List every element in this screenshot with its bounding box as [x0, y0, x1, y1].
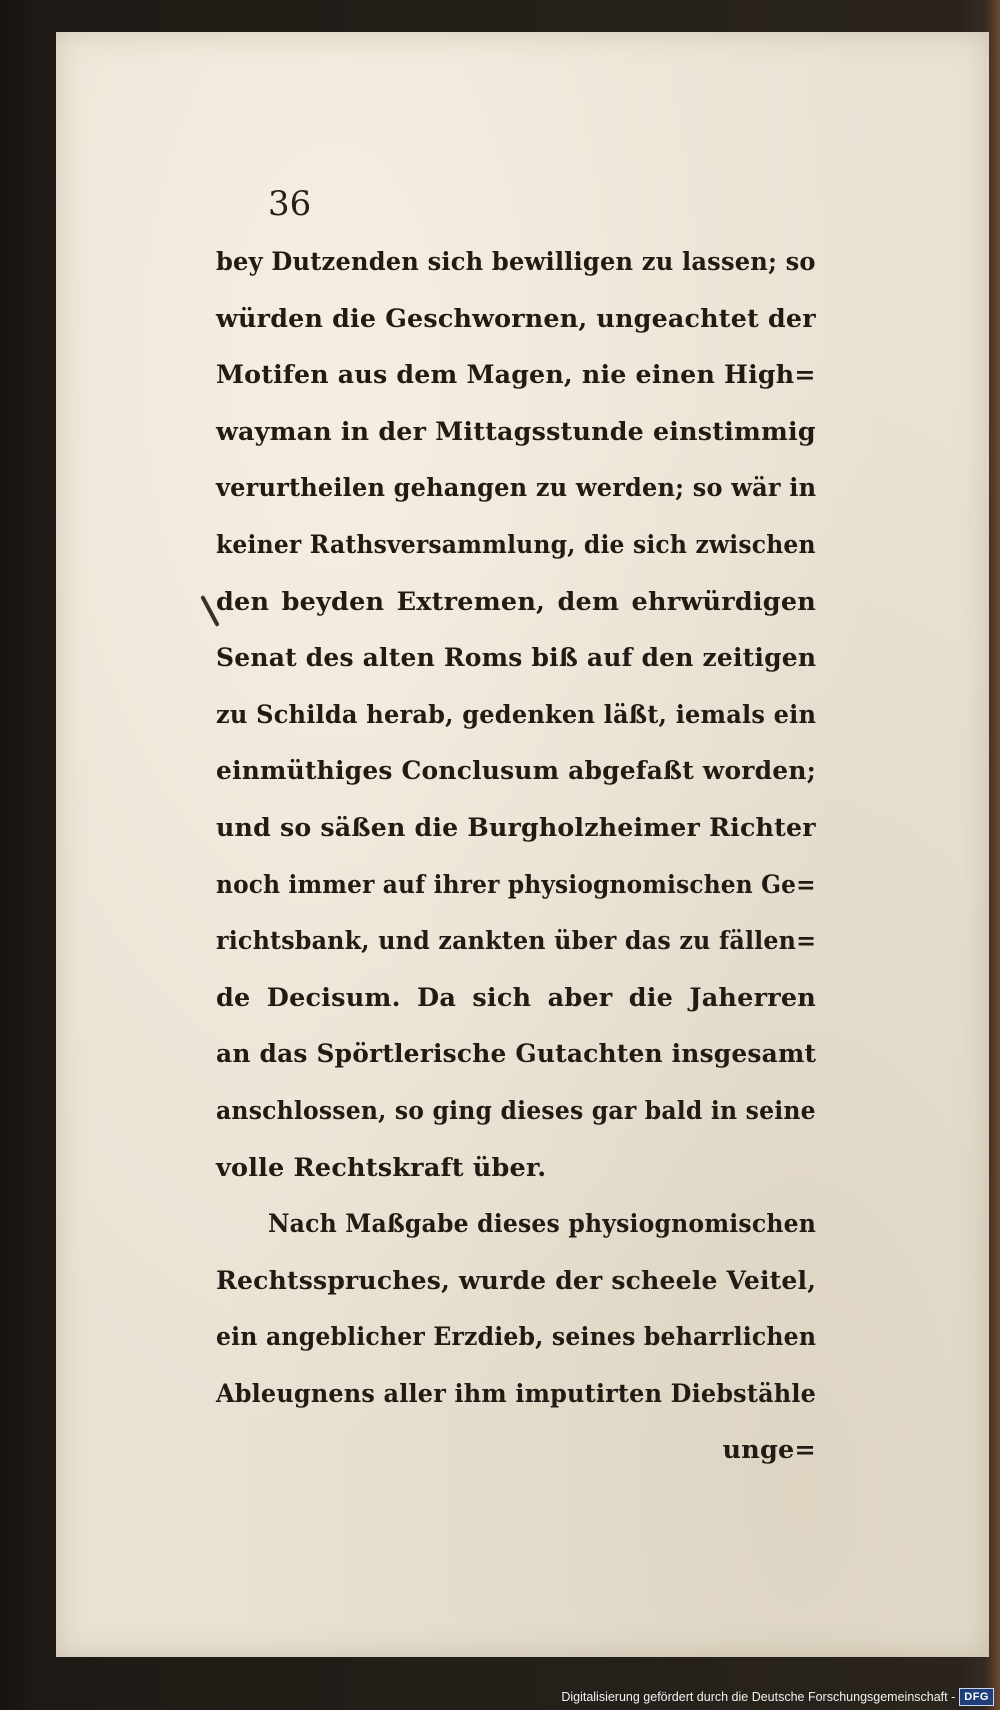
paragraph-2	[216, 1196, 816, 1422]
page-number: 36	[268, 184, 312, 224]
text-line: Motifen aus dem Magen, nie einen High=	[216, 360, 816, 391]
text-line: Nach Maßgabe dieses physiognomischen	[268, 1209, 817, 1240]
text-line: würden die Geschwornen, ungeachtet der	[216, 303, 816, 334]
paragraph-1	[216, 234, 816, 1196]
text-line: und so säßen die Burgholzheimer Richter	[216, 812, 816, 843]
text-line: an das Spörtlerische Gutachten insgesamt	[216, 1039, 817, 1070]
text-line: Rechtsspruches, wurde der scheele Veitel,	[216, 1265, 817, 1296]
text-line: Ableugnens aller ihm imputirten Diebstähle	[216, 1378, 817, 1409]
text-line: keiner Rathsversammlung, die sich zwischen	[216, 529, 816, 560]
text-line: wayman in der Mittagsstunde einstimmig	[216, 416, 816, 447]
text-line: bey Dutzenden sich bewilligen zu lassen; so	[216, 247, 816, 277]
text-line: anschlossen, so ging dieses gar bald in seine	[216, 1095, 816, 1126]
text-line: den beyden Extremen, dem ehrwürdigen	[216, 586, 816, 617]
text-line: richtsbank, und zankten über das zu fällen=	[216, 926, 817, 957]
text-line: Senat des alten Roms biß auf den zeitigen	[216, 643, 817, 674]
digitization-credit	[561, 1686, 994, 1708]
text-line: zu Schilda herab, gedenken läßt, iemals ein	[216, 699, 817, 730]
text-line: ein angeblicher Erzdieb, seines beharrlichen	[216, 1322, 817, 1353]
dfg-logo-icon: DFG	[959, 1688, 994, 1706]
text-line: noch immer auf ihrer physiognomischen Ge=	[216, 869, 816, 900]
text-line: de Decisum. Da sich aber die Jaherren	[216, 982, 817, 1013]
text-line: einmüthiges Conclusum abgefaßt worden;	[216, 756, 817, 787]
text-line: verurtheilen gehangen zu werden; so wär in	[216, 473, 817, 504]
credit-text: Digitalisierung gefördert durch die Deutsche Forschungsgemeinschaft -	[561, 1690, 956, 1704]
text-line: volle Rechtskraft über.	[216, 1152, 547, 1183]
catchword: unge=	[722, 1435, 816, 1466]
page-text	[216, 234, 816, 1479]
